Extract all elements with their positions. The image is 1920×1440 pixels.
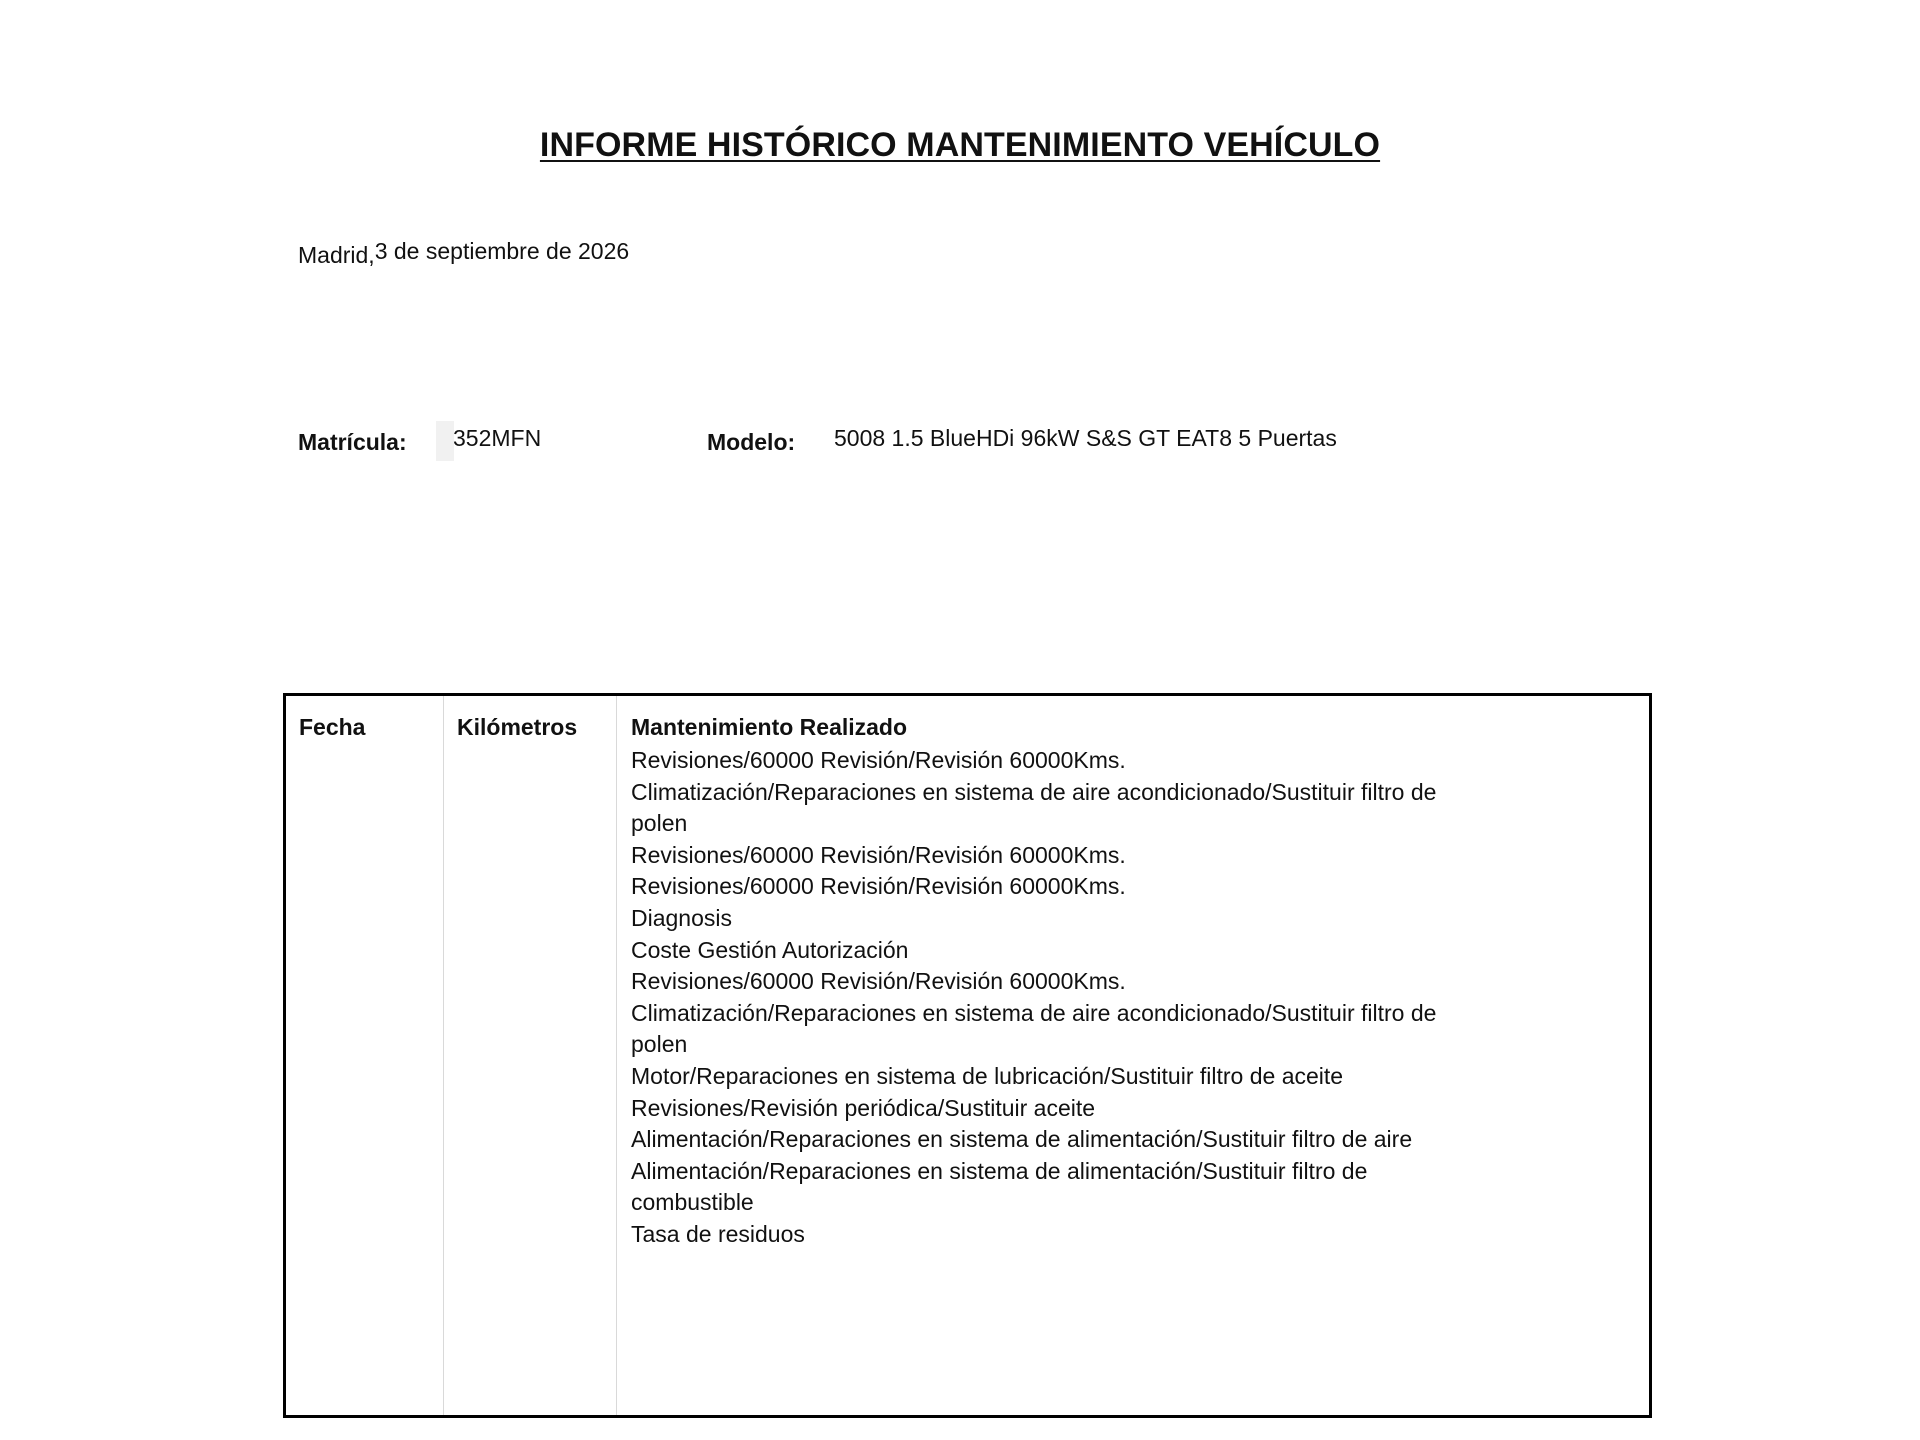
header-date: Fecha [299,714,366,740]
maintenance-entry: Revisiones/60000 Revisión/Revisión 60000Kms. [631,968,1126,995]
dateline-city: Madrid, [298,242,375,268]
dateline [298,238,630,268]
maintenance-entry: Revisiones/Revisión periódica/Sustituir aceite [631,1094,1096,1121]
dateline-date: 3 de septiembre de 2026 [374,238,630,264]
column-divider [443,696,444,1415]
plate-redaction-mark [436,421,454,461]
maintenance-entry: Coste Gestión Autorización [631,936,909,963]
maintenance-entry: Alimentación/Reparaciones en sistema de alimentación/Sustituir filtro de aire [631,1126,1413,1153]
model-value: 5008 1.5 BlueHDi 96kW S&S GT EAT8 5 Puertas [834,425,1337,451]
maintenance-table [283,693,1652,1418]
plate-label: Matrícula: [298,429,407,455]
document-title: INFORME HISTÓRICO MANTENIMIENTO VEHÍCULO [539,126,1381,164]
column-divider [616,696,617,1415]
header-km: Kilómetros [457,714,578,740]
maintenance-entry: Diagnosis [631,904,732,931]
maintenance-entry: Climatización/Reparaciones en sistema de aire acondicionado/Sustituir filtro de polen [631,999,1437,1058]
maintenance-entry: Motor/Reparaciones en sistema de lubricación/Sustituir filtro de aceite [631,1062,1344,1089]
maintenance-entry: Revisiones/60000 Revisión/Revisión 60000Kms. [631,747,1126,773]
header-maintenance: Mantenimiento Realizado [631,714,908,740]
model-label: Modelo: [707,429,796,455]
maintenance-entry: Revisiones/60000 Revisión/Revisión 60000Kms. [631,873,1126,900]
plate-value: 352MFN [453,425,542,451]
maintenance-entry: Tasa de residuos [631,1220,805,1247]
maintenance-entry: Alimentación/Reparaciones en sistema de alimentación/Sustituir filtro de combustible [631,1157,1368,1216]
maintenance-entry: Revisiones/60000 Revisión/Revisión 60000Kms. [631,841,1126,868]
maintenance-entries [631,745,1491,1251]
maintenance-entry: Climatización/Reparaciones en sistema de aire acondicionado/Sustituir filtro de polen [631,778,1437,837]
